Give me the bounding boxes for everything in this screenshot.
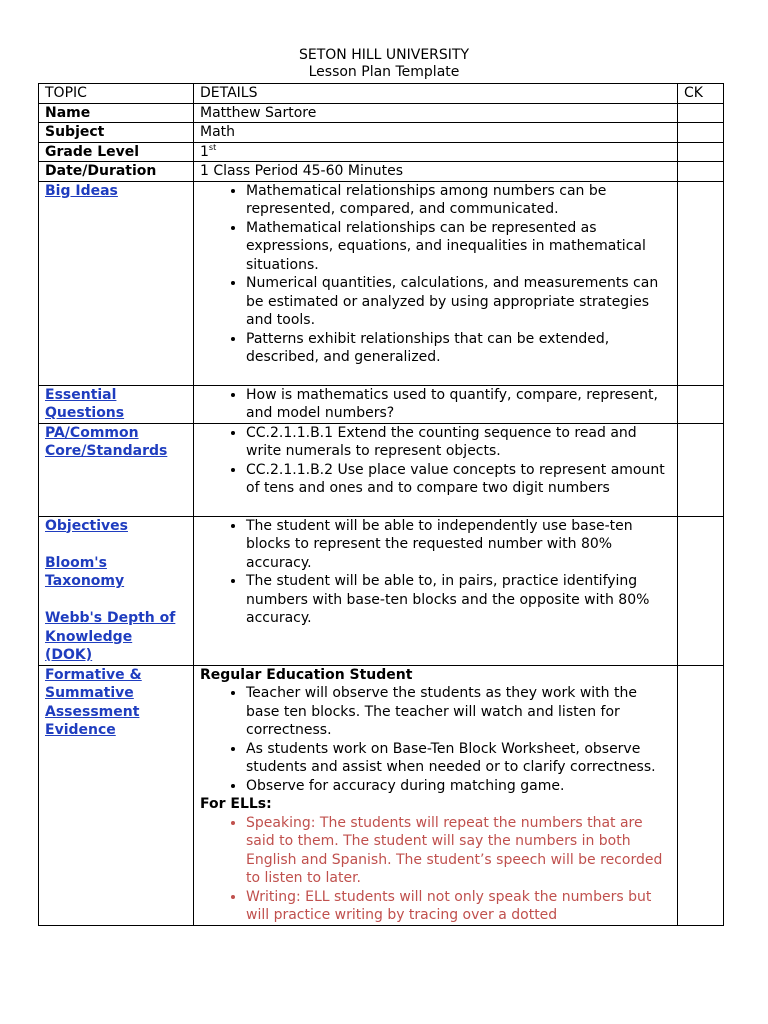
- grade-label: Grade Level: [39, 142, 194, 162]
- objectives-link[interactable]: Objectives: [45, 517, 128, 534]
- row-objectives: [39, 516, 724, 665]
- standards-details: [194, 423, 678, 516]
- row-assessment: [39, 665, 724, 925]
- webbs-line3: (DOK): [45, 647, 93, 663]
- col-header-ck: CK: [678, 84, 724, 104]
- standards-list: [200, 424, 671, 498]
- list-item: • The student will be able to independently use base-ten blocks to represent the requested number with 80% accuracy.: [246, 517, 671, 573]
- spacer: [200, 498, 671, 516]
- webbs-line2: Knowledge: [45, 628, 133, 645]
- ck-cell: [678, 423, 724, 516]
- table-header-row: [39, 84, 724, 104]
- list-item: • How is mathematics used to quantify, compare, represent, and model numbers?: [246, 386, 671, 423]
- row-subject: [39, 123, 724, 143]
- row-big-ideas: [39, 181, 724, 385]
- ck-cell: [678, 516, 724, 665]
- list-item: • Observe for accuracy during matching game.: [246, 777, 671, 796]
- row-grade-level: [39, 142, 724, 162]
- essential-label-line2: Questions: [45, 405, 125, 421]
- standards-link[interactable]: [45, 425, 167, 460]
- university-title: SETON HILL UNIVERSITY: [298, 47, 470, 63]
- essential-label-cell: [39, 385, 194, 423]
- list-item: • Mathematical relationships among numbers can be represented, compared, and communicated.: [246, 182, 671, 219]
- template-title: Lesson Plan Template: [308, 64, 460, 80]
- grade-value-cell: [194, 142, 678, 162]
- objectives-details: [194, 516, 678, 665]
- big-ideas-label-cell: [39, 181, 194, 385]
- row-essential-questions: [39, 385, 724, 423]
- document-header: [0, 47, 768, 81]
- grade-suffix: st: [208, 142, 217, 152]
- blooms-line2: Taxonomy: [45, 573, 125, 589]
- blooms-taxonomy-link[interactable]: [45, 555, 124, 590]
- ck-cell: [678, 181, 724, 385]
- lesson-plan-table: [38, 83, 724, 926]
- blooms-line1: Bloom's: [45, 554, 107, 571]
- ck-cell: [678, 385, 724, 423]
- row-date-duration: [39, 162, 724, 182]
- assessment-evidence-link[interactable]: [45, 667, 142, 739]
- date-label: Date/Duration: [39, 162, 194, 182]
- row-standards: [39, 423, 724, 516]
- essential-questions-link[interactable]: [45, 387, 124, 422]
- essential-label-line1: Essential: [45, 386, 117, 403]
- big-ideas-details: [194, 181, 678, 385]
- essential-details: [194, 385, 678, 423]
- objectives-list: [200, 517, 671, 628]
- ell-heading: For ELLs:: [200, 796, 272, 812]
- ck-cell: [678, 123, 724, 143]
- standards-label-line2: Core/Standards: [45, 443, 168, 459]
- assessment-line2: Summative: [45, 685, 134, 701]
- webbs-dok-link[interactable]: [45, 610, 175, 663]
- assessment-line1: Formative &: [45, 666, 142, 683]
- assessment-line3: Assessment: [45, 703, 140, 720]
- assessment-details: [194, 665, 678, 925]
- standards-label-cell: [39, 423, 194, 516]
- essential-list: [200, 386, 671, 423]
- ck-cell: [678, 665, 724, 925]
- list-item: • Mathematical relationships can be represented as expressions, equations, and inequalities in mathematical situations.: [246, 219, 671, 275]
- webbs-line1: Webb's Depth of: [45, 610, 176, 626]
- ck-cell: [678, 103, 724, 123]
- list-item: • Patterns exhibit relationships that can be extended, described, and generalized.: [246, 330, 671, 367]
- list-item: • As students work on Base-Ten Block Worksheet, observe students and assist when needed or to clarify correctness.: [246, 740, 671, 777]
- date-value: 1 Class Period 45-60 Minutes: [194, 162, 678, 182]
- grade-value: 1: [200, 143, 209, 160]
- standards-label-line1: PA/Common: [45, 424, 139, 441]
- name-value: Matthew Sartore: [194, 103, 678, 123]
- list-item: • CC.2.1.1.B.2 Use place value concepts to represent amount of tens and ones and to compare two digit numbers: [246, 461, 671, 498]
- name-label: Name: [39, 103, 194, 123]
- ell-list: [200, 814, 671, 925]
- list-item: • Teacher will observe the students as they work with the base ten blocks. The teacher will watch and listen for correctness.: [246, 684, 671, 740]
- ck-cell: [678, 142, 724, 162]
- list-item: • Speaking: The students will repeat the numbers that are said to them. The student will say the numbers in both English and Spanish. The student’s speech will be recorded to listen to later.: [246, 814, 671, 888]
- list-item: • Writing: ELL students will not only speak the numbers but will practice writing by tracing over a dotted: [246, 888, 671, 925]
- list-item: • The student will be able to, in pairs, practice identifying numbers with base-ten blocks and the opposite with 80% accuracy.: [246, 572, 671, 628]
- list-item: • CC.2.1.1.B.1 Extend the counting sequence to read and write numerals to represent objects.: [246, 424, 671, 461]
- row-name: [39, 103, 724, 123]
- big-ideas-list: [200, 182, 671, 367]
- regular-ed-heading: Regular Education Student: [200, 666, 413, 683]
- subject-value: Math: [194, 123, 678, 143]
- assessment-label-cell: [39, 665, 194, 925]
- big-ideas-link[interactable]: Big Ideas: [45, 182, 118, 199]
- col-header-details: DETAILS: [194, 84, 678, 104]
- assessment-line4: Evidence: [45, 722, 116, 738]
- col-header-topic: TOPIC: [39, 84, 194, 104]
- list-item: • Numerical quantities, calculations, and measurements can be estimated or analyzed by using appropriate strategies and tools.: [246, 274, 671, 330]
- regular-ed-list: [200, 684, 671, 795]
- subject-label: Subject: [39, 123, 194, 143]
- objectives-label-cell: [39, 516, 194, 665]
- spacer: [200, 367, 671, 385]
- ck-cell: [678, 162, 724, 182]
